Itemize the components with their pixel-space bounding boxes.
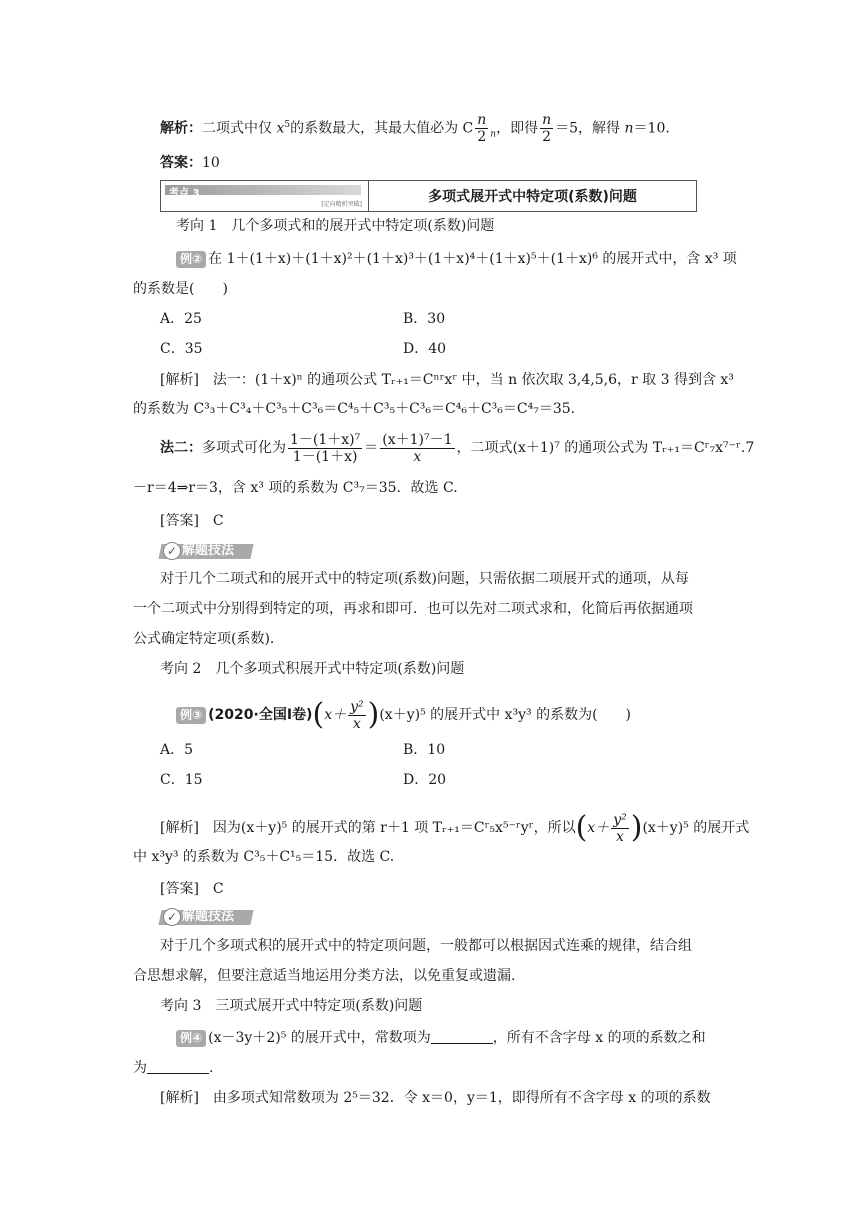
solution-line: [解析] 因为(x＋y)⁵ 的展开式的第 r＋1 项 Tᵣ₊₁＝Cʳ₅x⁵⁻ʳyʳ，所以 ( x＋ $\frac{\text{y²}}{x}$ ) (x＋y)⁵ 的展开式 — [160, 810, 750, 845]
analysis-line: 解析：二项式中仅 $x^5$的系数最大，其最大值必为 C $\frac{n}{2}$ $_n$，即得 $\frac{n}{2}$ ＝5，解得 n＝10. — [160, 112, 670, 145]
technique-text: 对于几个多项式积的展开式中的特定项问题，一般都可以根据因式连乘的规律，结合组 — [160, 938, 692, 954]
kaodian-title: 多项式展开式中特定项(系数)问题 — [428, 189, 637, 205]
option-a: A．25 — [160, 311, 202, 327]
fraction: $\frac{\text{y²}}{x}$ — [613, 811, 627, 845]
solution-line: 的系数为 C³₃＋C³₄＋C³₅＋C³₆＝C⁴₅＋C³₅＋C³₆＝C⁴₆＋C³₆＝C⁴₇＝35. — [133, 401, 576, 417]
section-title: 考向 1 几个多项式和的展开式中特定项(系数)问题 — [176, 218, 495, 234]
answer-line: 答案：10 — [160, 155, 220, 171]
example-badge: 例② — [176, 251, 206, 268]
option-d: D．20 — [403, 772, 447, 788]
answer-blank[interactable] — [147, 1059, 209, 1074]
fraction: $\frac{\text{1－(1＋x)⁷}}{1-(1+x)}$ — [290, 431, 361, 465]
option-b: B．10 — [403, 742, 446, 758]
technique-text: 一个二项式中分别得到特定的项，再求和即可．也可以先对二项式求和，化简后再依据通项 — [133, 601, 693, 617]
fraction: $\frac{\text{y²}}{x}$ — [350, 698, 364, 732]
fraction: $\frac{n}{2}$ — [477, 112, 487, 145]
technique-label: ✓ 解题技法 — [160, 542, 252, 560]
answer-line: [答案] C — [160, 881, 224, 897]
solution-line: [解析] 法一：(1＋x)ⁿ 的通项公式 Tᵣ₊₁＝Cⁿʳxʳ 中，当 n 依次取 3,4,5,6，r 取 3 得到含 x³ — [160, 372, 734, 388]
example-question: 例③ (2020·全国Ⅰ卷) ( x＋ $\frac{\text{y²}}{x}$ ) (x＋y)⁵ 的展开式中 x³y³ 的系数为( ) — [176, 690, 631, 740]
option-d: D．40 — [403, 341, 447, 357]
technique-text: 公式确定特定项(系数). — [133, 631, 275, 647]
example-badge: 例③ — [176, 707, 206, 724]
example-question-cont: 为 . — [133, 1060, 214, 1076]
solution-line: [解析] 由多项式知常数项为 2⁵＝32．令 x＝0，y＝1，即得所有不含字母 x 的项的系数 — [160, 1090, 711, 1106]
option-b: B．30 — [403, 311, 446, 327]
example-question: 例② 在 1＋(1＋x)＋(1＋x)²＋(1＋x)³＋(1＋x)⁴＋(1＋x)⁵＋(1＋x)⁶ 的展开式中，含 x³ 项 — [176, 249, 737, 269]
option-c: C．35 — [160, 341, 203, 357]
check-icon: ✓ — [163, 542, 181, 560]
fraction: $\frac{n}{2}$ — [542, 112, 552, 145]
check-icon: ✓ — [163, 908, 181, 926]
solution-line: －r＝4⇒r＝3，含 x³ 项的系数为 C³₇＝35．故选 C. — [133, 480, 458, 496]
technique-text: 合思想求解，但要注意适当地运用分类方法，以免重复或遗漏. — [133, 968, 516, 984]
kaodian-label-cell: 考点 3 [定向精析突破] — [161, 181, 369, 211]
option-c: C．15 — [160, 772, 203, 788]
kaodian-header — [160, 180, 697, 212]
example-badge: 例④ — [176, 1030, 206, 1047]
technique-text: 对于几个二项式和的展开式中的特定项(系数)问题，只需依据二项展开式的通项，从每 — [160, 571, 689, 587]
fraction: $\frac{\text{(x＋1)⁷－1}}{x}$ — [382, 431, 453, 465]
answer-line: [答案] C — [160, 513, 224, 529]
technique-label: ✓ 解题技法 — [160, 908, 252, 926]
answer-blank[interactable] — [431, 1029, 493, 1044]
section-title: 考向 2 几个多项式积展开式中特定项(系数)问题 — [160, 661, 465, 677]
example-question: 例④ (x－3y＋2)⁵ 的展开式中，常数项为 ，所有不含字母 x 的项的系数之和 — [176, 1028, 706, 1048]
example-question-cont: 的系数是( ) — [133, 281, 228, 297]
solution-line: 中 x³y³ 的系数为 C³₅＋C¹₅＝15．故选 C. — [133, 849, 395, 865]
solution-method2: 法二：多项式可化为 $\frac{\text{1－(1＋x)⁷}}{1-(1+x)}$ ＝ $\frac{\text{(x＋1)⁷－1}}{x}$ ，二项式(x＋1)⁷ 的通项公式为 Tᵣ₊₁＝Cʳ₇x⁷⁻ʳ.7 — [160, 431, 755, 465]
option-a: A．5 — [160, 742, 194, 758]
section-title: 考向 3 三项式展开式中特定项(系数)问题 — [160, 998, 423, 1014]
